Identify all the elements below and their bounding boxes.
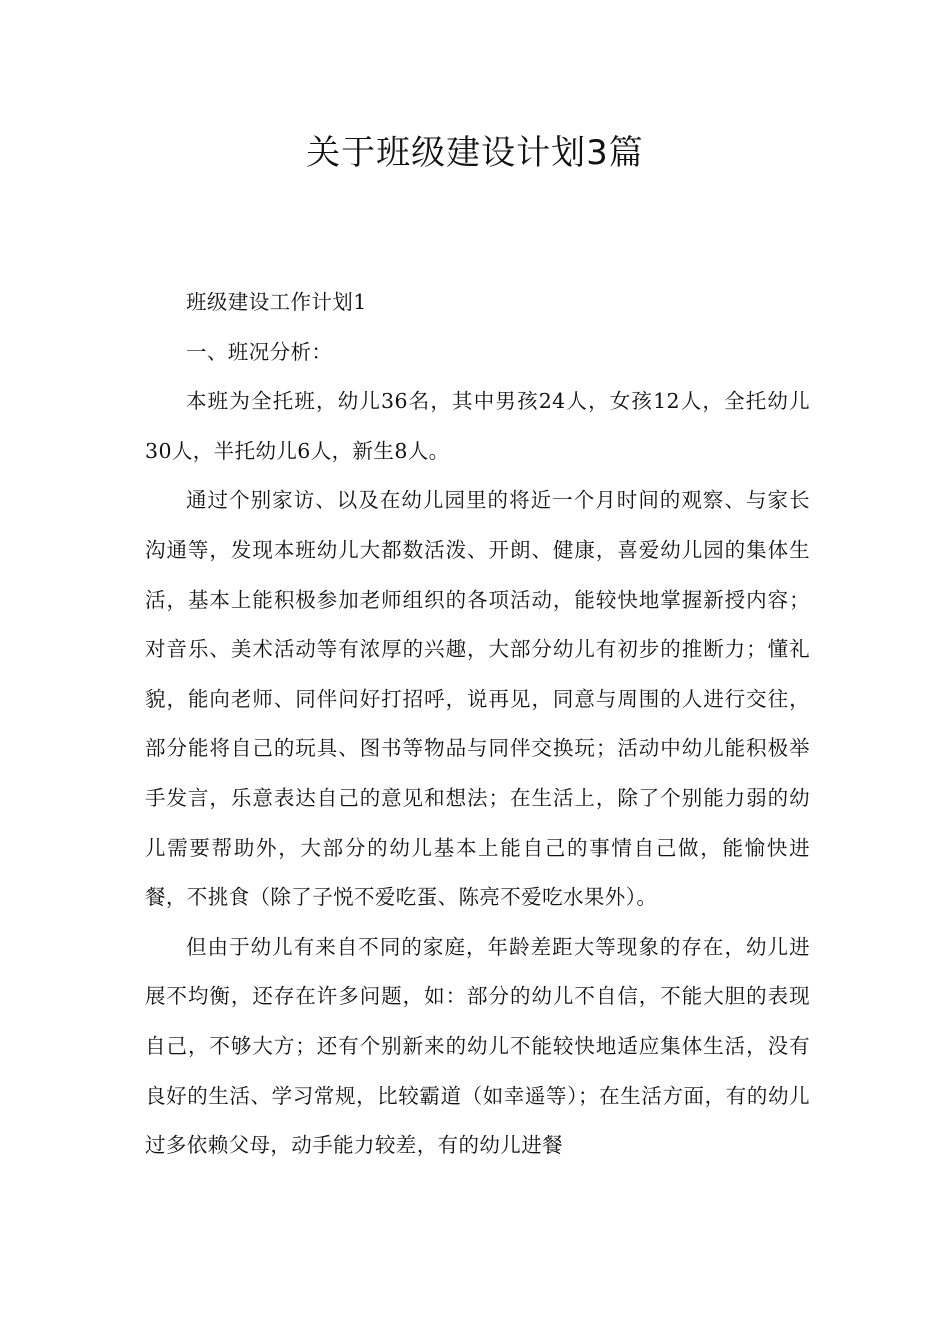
section-heading-class-analysis: 一、班况分析： <box>186 339 333 364</box>
section-heading-plan-1: 班级建设工作计划1 <box>186 290 367 314</box>
document-body <box>145 278 810 1171</box>
paragraph-class-overview: 本班为全托班，幼儿36名，其中男孩24人，女孩12人，全托幼儿30人，半托幼儿6人，新生8人。 <box>145 389 810 463</box>
paragraph-problems: 但由于幼儿有来自不同的家庭，年龄差距大等现象的存在，幼儿进展不均衡，还存在许多问题，如：部分的幼儿不自信，不能大胆的表现自己，不够大方；还有个别新来的幼儿不能较快地适应集体生活，没有良好的生活、学习常规，比较霸道（如幸遥等）；在生活方面，有的幼儿过多依赖父母，动手能力较差，有的幼儿进餐 <box>145 934 810 1158</box>
paragraph-observation: 通过个别家访、以及在幼儿园里的将近一个月时间的观察、与家长沟通等，发现本班幼儿大都数活泼、开朗、健康，喜爱幼儿园的集体生活，基本上能积极参加老师组织的各项活动，能较快地掌握新授内容；对音乐、美术活动等有浓厚的兴趣，大部分幼儿有初步的推断力；懂礼貌，能向老师、同伴问好打招呼，说再见，同意与周围的人进行交往，部分能将自己的玩具、图书等物品与同伴交换玩；活动中幼儿能积极举手发言，乐意表达自己的意见和想法；在生活上，除了个别能力弱的幼儿需要帮助外，大部分的幼儿基本上能自己的事情自己做，能愉快进餐，不挑食（除了子悦不爱吃蛋、陈亮不爱吃水果外）。 <box>145 488 810 910</box>
document-title: 关于班级建设计划3篇 <box>306 133 644 173</box>
